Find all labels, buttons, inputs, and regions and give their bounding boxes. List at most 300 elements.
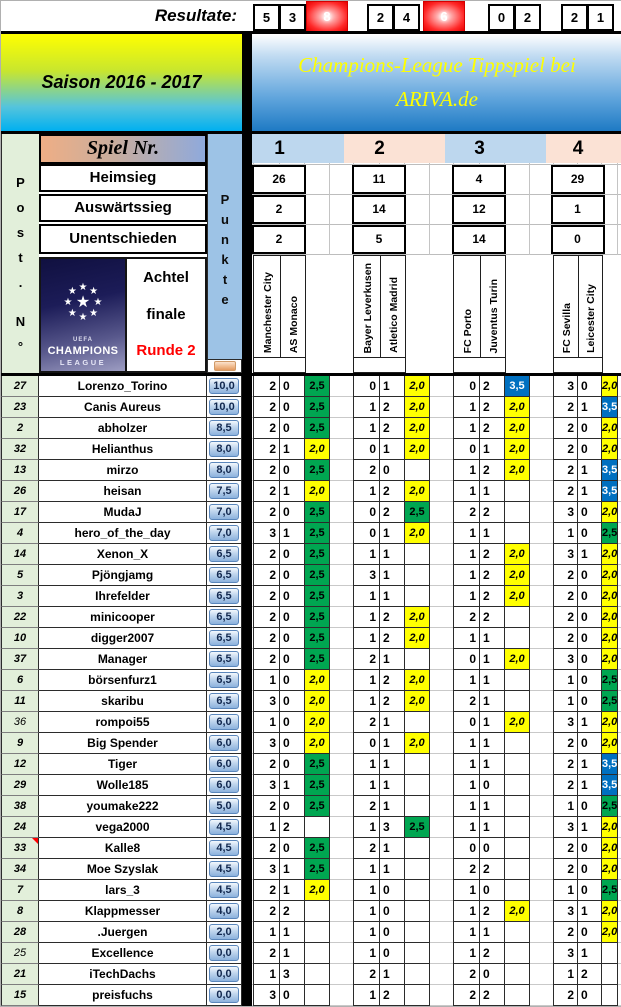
tip-away-m1[interactable]: 0 — [279, 712, 305, 733]
punkte-cell[interactable] — [207, 460, 242, 481]
name-cell[interactable]: digger2007 — [39, 628, 207, 649]
tip-away-m4[interactable]: 0 — [577, 565, 602, 586]
post-cell[interactable]: 25 — [1, 943, 39, 964]
tip-points-m4[interactable]: 2,5 — [601, 691, 618, 712]
name-cell[interactable]: Moe Szyslak — [39, 859, 207, 880]
tip-points-m4[interactable]: 2,0 — [601, 376, 618, 397]
tip-points-m3[interactable]: 2,0 — [504, 439, 530, 460]
tip-away-m2[interactable]: 2 — [379, 985, 405, 1006]
tip-points-m3[interactable] — [504, 796, 530, 817]
post-cell[interactable]: 7 — [1, 880, 39, 901]
tip-away-m4[interactable]: 1 — [577, 397, 602, 418]
tip-home-m4[interactable]: 3 — [553, 649, 578, 670]
tip-away-m4[interactable]: 1 — [577, 460, 602, 481]
tip-points-m1[interactable]: 2,5 — [304, 586, 330, 607]
tip-points-m2[interactable] — [404, 838, 430, 859]
tip-points-m1[interactable] — [304, 817, 330, 838]
name-cell[interactable]: vega2000 — [39, 817, 207, 838]
tip-points-m2[interactable]: 2,5 — [404, 817, 430, 838]
tip-home-m3[interactable]: 0 — [453, 838, 480, 859]
tip-home-m1[interactable]: 3 — [253, 691, 280, 712]
tip-home-m1[interactable]: 2 — [253, 502, 280, 523]
tip-points-m3[interactable] — [504, 775, 530, 796]
tip-away-m4[interactable]: 0 — [577, 796, 602, 817]
tip-home-m2[interactable]: 1 — [353, 586, 380, 607]
tip-points-m1[interactable]: 2,5 — [304, 544, 330, 565]
tip-points-m2[interactable]: 2,0 — [404, 523, 430, 544]
tip-home-m3[interactable]: 2 — [453, 607, 480, 628]
name-cell[interactable]: youmake222 — [39, 796, 207, 817]
tip-points-m3[interactable]: 2,0 — [504, 649, 530, 670]
tip-away-m2[interactable]: 2 — [379, 628, 405, 649]
tip-home-m4[interactable]: 2 — [553, 481, 578, 502]
tip-home-m2[interactable]: 0 — [353, 439, 380, 460]
punkte-cell[interactable] — [207, 607, 242, 628]
tip-points-m2[interactable]: 2,0 — [404, 733, 430, 754]
tip-home-m4[interactable]: 1 — [553, 523, 578, 544]
post-cell[interactable]: 24 — [1, 817, 39, 838]
post-cell[interactable]: 6 — [1, 670, 39, 691]
post-cell[interactable]: 37 — [1, 649, 39, 670]
tip-home-m2[interactable]: 0 — [353, 502, 380, 523]
tip-home-m2[interactable]: 1 — [353, 544, 380, 565]
name-cell[interactable]: Xenon_X — [39, 544, 207, 565]
tip-away-m4[interactable]: 0 — [577, 607, 602, 628]
tip-home-m2[interactable]: 0 — [353, 733, 380, 754]
post-cell[interactable]: 17 — [1, 502, 39, 523]
tip-home-m3[interactable]: 1 — [453, 523, 480, 544]
tip-home-m3[interactable]: 1 — [453, 544, 480, 565]
tip-home-m4[interactable]: 1 — [553, 964, 578, 985]
name-cell[interactable]: hero_of_the_day — [39, 523, 207, 544]
tip-away-m4[interactable]: 0 — [577, 649, 602, 670]
tip-away-m2[interactable]: 2 — [379, 418, 405, 439]
tip-home-m4[interactable]: 3 — [553, 544, 578, 565]
tip-points-m2[interactable]: 2,0 — [404, 691, 430, 712]
tip-home-m2[interactable]: 1 — [353, 985, 380, 1006]
name-cell[interactable]: rompoi55 — [39, 712, 207, 733]
tip-points-m4[interactable]: 3,5 — [601, 775, 618, 796]
post-cell[interactable]: 21 — [1, 964, 39, 985]
tip-away-m1[interactable]: 0 — [279, 460, 305, 481]
tip-home-m2[interactable]: 1 — [353, 943, 380, 964]
tip-points-m1[interactable]: 2,5 — [304, 754, 330, 775]
tip-home-m4[interactable]: 2 — [553, 775, 578, 796]
punkte-cell[interactable] — [207, 439, 242, 460]
tip-points-m4[interactable] — [601, 985, 618, 1006]
post-cell[interactable]: 11 — [1, 691, 39, 712]
tip-away-m4[interactable]: 1 — [577, 544, 602, 565]
tip-away-m1[interactable]: 0 — [279, 691, 305, 712]
tip-away-m4[interactable]: 0 — [577, 691, 602, 712]
tip-points-m4[interactable]: 2,5 — [601, 880, 618, 901]
tip-away-m2[interactable]: 1 — [379, 775, 405, 796]
punkte-cell[interactable] — [207, 922, 242, 943]
tip-away-m4[interactable]: 0 — [577, 586, 602, 607]
tip-away-m2[interactable]: 0 — [379, 901, 405, 922]
name-cell[interactable]: Tiger — [39, 754, 207, 775]
tip-away-m4[interactable]: 0 — [577, 985, 602, 1006]
tip-home-m3[interactable]: 0 — [453, 376, 480, 397]
tip-points-m1[interactable]: 2,5 — [304, 565, 330, 586]
punkte-cell[interactable] — [207, 565, 242, 586]
tip-home-m2[interactable]: 1 — [353, 817, 380, 838]
tip-away-m1[interactable]: 2 — [279, 901, 305, 922]
punkte-cell[interactable] — [207, 397, 242, 418]
tip-away-m4[interactable]: 0 — [577, 670, 602, 691]
name-cell[interactable]: börsenfurz1 — [39, 670, 207, 691]
tip-points-m2[interactable]: 2,0 — [404, 397, 430, 418]
tip-away-m4[interactable]: 0 — [577, 523, 602, 544]
tip-away-m3[interactable]: 1 — [479, 754, 505, 775]
tip-away-m2[interactable]: 2 — [379, 481, 405, 502]
punkte-cell[interactable] — [207, 376, 242, 397]
tip-away-m2[interactable]: 1 — [379, 733, 405, 754]
tip-points-m3[interactable] — [504, 607, 530, 628]
post-cell[interactable]: 8 — [1, 901, 39, 922]
tip-away-m4[interactable]: 2 — [577, 964, 602, 985]
tip-away-m3[interactable]: 2 — [479, 376, 505, 397]
tip-home-m3[interactable]: 1 — [453, 586, 480, 607]
tip-points-m2[interactable] — [404, 712, 430, 733]
tip-home-m3[interactable]: 2 — [453, 985, 480, 1006]
tip-points-m2[interactable] — [404, 922, 430, 943]
name-cell[interactable]: MudaJ — [39, 502, 207, 523]
tip-points-m1[interactable]: 2,0 — [304, 712, 330, 733]
tip-points-m4[interactable]: 2,0 — [601, 817, 618, 838]
tip-points-m3[interactable] — [504, 691, 530, 712]
tip-home-m2[interactable]: 1 — [353, 628, 380, 649]
tip-away-m1[interactable]: 0 — [279, 607, 305, 628]
tip-away-m2[interactable]: 3 — [379, 817, 405, 838]
name-cell[interactable]: minicooper — [39, 607, 207, 628]
tip-away-m4[interactable]: 0 — [577, 922, 602, 943]
post-cell[interactable]: 23 — [1, 397, 39, 418]
tip-points-m1[interactable]: 2,5 — [304, 397, 330, 418]
tip-points-m2[interactable] — [404, 649, 430, 670]
tip-home-m1[interactable]: 2 — [253, 607, 280, 628]
tip-points-m1[interactable]: 2,5 — [304, 376, 330, 397]
tip-points-m1[interactable]: 2,5 — [304, 607, 330, 628]
tip-home-m3[interactable]: 2 — [453, 859, 480, 880]
tip-away-m3[interactable]: 2 — [479, 418, 505, 439]
tip-home-m2[interactable]: 1 — [353, 901, 380, 922]
tip-points-m1[interactable] — [304, 943, 330, 964]
tip-home-m2[interactable]: 2 — [353, 964, 380, 985]
tip-points-m4[interactable]: 2,5 — [601, 796, 618, 817]
tip-away-m3[interactable]: 1 — [479, 439, 505, 460]
tip-away-m3[interactable]: 2 — [479, 943, 505, 964]
tip-points-m3[interactable] — [504, 733, 530, 754]
tip-away-m1[interactable]: 1 — [279, 481, 305, 502]
tip-points-m3[interactable]: 2,0 — [504, 586, 530, 607]
tip-points-m2[interactable]: 2,0 — [404, 607, 430, 628]
tip-away-m1[interactable]: 0 — [279, 838, 305, 859]
punkte-cell[interactable] — [207, 712, 242, 733]
tip-points-m3[interactable] — [504, 754, 530, 775]
tip-home-m4[interactable]: 2 — [553, 838, 578, 859]
tip-home-m4[interactable]: 1 — [553, 670, 578, 691]
tip-home-m2[interactable]: 2 — [353, 712, 380, 733]
tip-points-m1[interactable] — [304, 985, 330, 1006]
name-cell[interactable]: Excellence — [39, 943, 207, 964]
post-cell[interactable]: 29 — [1, 775, 39, 796]
count-unentschieden-m1[interactable]: 2 — [252, 225, 306, 254]
tip-away-m4[interactable]: 0 — [577, 502, 602, 523]
punkte-cell[interactable] — [207, 418, 242, 439]
tip-away-m1[interactable]: 0 — [279, 586, 305, 607]
punkte-cell[interactable] — [207, 628, 242, 649]
tip-points-m3[interactable] — [504, 628, 530, 649]
tip-away-m3[interactable]: 2 — [479, 901, 505, 922]
tip-away-m3[interactable]: 2 — [479, 607, 505, 628]
tip-home-m3[interactable]: 1 — [453, 670, 480, 691]
tip-home-m3[interactable]: 1 — [453, 796, 480, 817]
tip-points-m2[interactable]: 2,0 — [404, 376, 430, 397]
count-heimsieg-m1[interactable]: 26 — [252, 165, 306, 194]
tip-home-m4[interactable]: 1 — [553, 796, 578, 817]
tip-away-m2[interactable]: 1 — [379, 754, 405, 775]
tip-points-m2[interactable] — [404, 859, 430, 880]
post-cell[interactable]: 36 — [1, 712, 39, 733]
tip-home-m1[interactable]: 3 — [253, 775, 280, 796]
punkte-cell[interactable] — [207, 586, 242, 607]
post-cell[interactable]: 26 — [1, 481, 39, 502]
tip-away-m4[interactable]: 1 — [577, 775, 602, 796]
tip-points-m1[interactable]: 2,0 — [304, 691, 330, 712]
tip-away-m1[interactable]: 0 — [279, 985, 305, 1006]
tip-away-m1[interactable]: 1 — [279, 523, 305, 544]
tip-home-m2[interactable]: 2 — [353, 649, 380, 670]
tip-home-m1[interactable]: 1 — [253, 712, 280, 733]
tip-points-m3[interactable] — [504, 880, 530, 901]
tip-away-m4[interactable]: 0 — [577, 628, 602, 649]
tip-away-m4[interactable]: 0 — [577, 418, 602, 439]
tip-points-m2[interactable] — [404, 796, 430, 817]
tip-points-m3[interactable] — [504, 838, 530, 859]
tip-points-m4[interactable]: 2,0 — [601, 649, 618, 670]
name-cell[interactable]: Ihrefelder — [39, 586, 207, 607]
tip-points-m2[interactable] — [404, 964, 430, 985]
name-cell[interactable]: skaribu — [39, 691, 207, 712]
tip-points-m3[interactable] — [504, 817, 530, 838]
tip-away-m4[interactable]: 0 — [577, 838, 602, 859]
tip-points-m4[interactable] — [601, 964, 618, 985]
tip-points-m4[interactable]: 3,5 — [601, 754, 618, 775]
tip-points-m3[interactable] — [504, 670, 530, 691]
tip-points-m1[interactable]: 2,5 — [304, 523, 330, 544]
punkte-cell[interactable] — [207, 544, 242, 565]
tip-home-m3[interactable]: 1 — [453, 733, 480, 754]
post-cell[interactable]: 2 — [1, 418, 39, 439]
tip-away-m3[interactable]: 2 — [479, 544, 505, 565]
tip-away-m4[interactable]: 1 — [577, 712, 602, 733]
punkte-cell[interactable] — [207, 481, 242, 502]
tip-away-m2[interactable]: 2 — [379, 397, 405, 418]
name-cell[interactable]: mirzo — [39, 460, 207, 481]
tip-points-m2[interactable]: 2,5 — [404, 502, 430, 523]
tip-home-m2[interactable]: 0 — [353, 376, 380, 397]
post-cell[interactable]: 14 — [1, 544, 39, 565]
tip-away-m3[interactable]: 0 — [479, 775, 505, 796]
punkte-cell[interactable] — [207, 943, 242, 964]
tip-away-m4[interactable]: 1 — [577, 817, 602, 838]
tip-home-m4[interactable]: 2 — [553, 922, 578, 943]
tip-home-m4[interactable]: 2 — [553, 859, 578, 880]
tip-points-m3[interactable] — [504, 859, 530, 880]
tip-points-m4[interactable]: 2,0 — [601, 586, 618, 607]
count-auswaertssieg-m2[interactable]: 14 — [352, 195, 406, 224]
tip-away-m1[interactable]: 3 — [279, 964, 305, 985]
name-cell[interactable]: heisan — [39, 481, 207, 502]
punkte-cell[interactable] — [207, 859, 242, 880]
punkte-cell[interactable] — [207, 817, 242, 838]
tip-points-m4[interactable]: 2,0 — [601, 502, 618, 523]
tip-away-m3[interactable]: 1 — [479, 712, 505, 733]
tip-home-m2[interactable]: 1 — [353, 754, 380, 775]
tip-away-m4[interactable]: 1 — [577, 901, 602, 922]
tip-points-m1[interactable]: 2,5 — [304, 838, 330, 859]
tip-home-m4[interactable]: 1 — [553, 880, 578, 901]
punkte-cell[interactable] — [207, 691, 242, 712]
tip-away-m3[interactable]: 1 — [479, 481, 505, 502]
tip-away-m2[interactable]: 0 — [379, 460, 405, 481]
tip-away-m2[interactable]: 1 — [379, 859, 405, 880]
tip-home-m3[interactable]: 1 — [453, 901, 480, 922]
tip-away-m3[interactable]: 1 — [479, 922, 505, 943]
tip-points-m3[interactable] — [504, 964, 530, 985]
tip-away-m1[interactable]: 0 — [279, 418, 305, 439]
tip-home-m4[interactable]: 2 — [553, 607, 578, 628]
tip-away-m1[interactable]: 0 — [279, 544, 305, 565]
tip-away-m3[interactable]: 2 — [479, 859, 505, 880]
tip-away-m3[interactable]: 1 — [479, 796, 505, 817]
tip-points-m4[interactable]: 2,0 — [601, 838, 618, 859]
name-cell[interactable]: Lorenzo_Torino — [39, 376, 207, 397]
tip-points-m2[interactable] — [404, 565, 430, 586]
tip-away-m3[interactable]: 0 — [479, 880, 505, 901]
tip-home-m2[interactable]: 3 — [353, 565, 380, 586]
name-cell[interactable]: preisfuchs — [39, 985, 207, 1006]
tip-away-m1[interactable]: 1 — [279, 775, 305, 796]
tip-points-m2[interactable] — [404, 901, 430, 922]
tip-home-m4[interactable]: 1 — [553, 691, 578, 712]
tip-home-m3[interactable]: 2 — [453, 964, 480, 985]
tip-home-m1[interactable]: 2 — [253, 628, 280, 649]
tip-home-m3[interactable]: 1 — [453, 418, 480, 439]
post-cell[interactable]: 28 — [1, 922, 39, 943]
name-cell[interactable]: Wolle185 — [39, 775, 207, 796]
result-away-m3[interactable]: 2 — [514, 4, 541, 31]
tip-away-m2[interactable]: 1 — [379, 523, 405, 544]
tip-away-m2[interactable]: 0 — [379, 922, 405, 943]
tip-away-m3[interactable]: 0 — [479, 838, 505, 859]
tip-home-m1[interactable]: 3 — [253, 859, 280, 880]
tip-points-m2[interactable] — [404, 985, 430, 1006]
count-heimsieg-m3[interactable]: 4 — [452, 165, 506, 194]
tip-home-m3[interactable]: 1 — [453, 565, 480, 586]
tip-home-m4[interactable]: 2 — [553, 586, 578, 607]
punkte-cell[interactable] — [207, 733, 242, 754]
name-cell[interactable]: Manager — [39, 649, 207, 670]
result-away-m1[interactable]: 3 — [279, 4, 306, 31]
tip-away-m1[interactable]: 1 — [279, 943, 305, 964]
name-cell[interactable]: iTechDachs — [39, 964, 207, 985]
tip-away-m3[interactable]: 1 — [479, 691, 505, 712]
tip-points-m4[interactable]: 2,0 — [601, 544, 618, 565]
name-cell[interactable]: Canis Aureus — [39, 397, 207, 418]
punkte-cell[interactable] — [207, 880, 242, 901]
tip-away-m4[interactable]: 1 — [577, 754, 602, 775]
tip-away-m2[interactable]: 2 — [379, 607, 405, 628]
tip-home-m2[interactable]: 1 — [353, 607, 380, 628]
tip-away-m1[interactable]: 0 — [279, 502, 305, 523]
name-cell[interactable]: Kalle8 — [39, 838, 207, 859]
tip-points-m1[interactable]: 2,5 — [304, 796, 330, 817]
punkte-cell[interactable] — [207, 985, 242, 1006]
tip-home-m1[interactable]: 2 — [253, 796, 280, 817]
tip-points-m2[interactable]: 2,0 — [404, 439, 430, 460]
tip-points-m2[interactable]: 2,0 — [404, 628, 430, 649]
tip-points-m3[interactable] — [504, 985, 530, 1006]
tip-away-m1[interactable]: 0 — [279, 397, 305, 418]
count-heimsieg-m2[interactable]: 11 — [352, 165, 406, 194]
tip-home-m3[interactable]: 1 — [453, 628, 480, 649]
tip-home-m4[interactable]: 2 — [553, 418, 578, 439]
count-auswaertssieg-m3[interactable]: 12 — [452, 195, 506, 224]
tip-away-m3[interactable]: 1 — [479, 628, 505, 649]
result-home-m1[interactable]: 5 — [253, 4, 280, 31]
tip-home-m2[interactable]: 0 — [353, 523, 380, 544]
tip-home-m4[interactable]: 2 — [553, 628, 578, 649]
tip-away-m2[interactable]: 1 — [379, 439, 405, 460]
tip-away-m1[interactable]: 1 — [279, 880, 305, 901]
tip-points-m3[interactable] — [504, 523, 530, 544]
tip-home-m1[interactable]: 1 — [253, 817, 280, 838]
count-auswaertssieg-m1[interactable]: 2 — [252, 195, 306, 224]
tip-home-m1[interactable]: 2 — [253, 439, 280, 460]
tip-away-m1[interactable]: 0 — [279, 565, 305, 586]
name-cell[interactable]: Big Spender — [39, 733, 207, 754]
tip-points-m3[interactable]: 2,0 — [504, 460, 530, 481]
tip-away-m2[interactable]: 1 — [379, 964, 405, 985]
tip-home-m2[interactable]: 1 — [353, 922, 380, 943]
tip-away-m4[interactable]: 0 — [577, 439, 602, 460]
tip-away-m3[interactable]: 1 — [479, 649, 505, 670]
tip-away-m2[interactable]: 1 — [379, 712, 405, 733]
post-cell[interactable]: 12 — [1, 754, 39, 775]
tip-points-m1[interactable]: 2,0 — [304, 439, 330, 460]
post-cell[interactable]: 13 — [1, 460, 39, 481]
tip-home-m1[interactable]: 1 — [253, 964, 280, 985]
tip-points-m4[interactable]: 3,5 — [601, 460, 618, 481]
tip-home-m3[interactable]: 0 — [453, 649, 480, 670]
tip-home-m1[interactable]: 3 — [253, 523, 280, 544]
name-cell[interactable]: lars_3 — [39, 880, 207, 901]
result-home-m2[interactable]: 2 — [367, 4, 394, 31]
name-cell[interactable]: abholzer — [39, 418, 207, 439]
tip-home-m1[interactable]: 2 — [253, 649, 280, 670]
tip-points-m1[interactable]: 2,0 — [304, 670, 330, 691]
count-unentschieden-m2[interactable]: 5 — [352, 225, 406, 254]
tip-home-m3[interactable]: 1 — [453, 817, 480, 838]
tip-points-m3[interactable]: 2,0 — [504, 712, 530, 733]
tip-points-m3[interactable] — [504, 943, 530, 964]
tip-away-m4[interactable]: 0 — [577, 880, 602, 901]
tip-points-m4[interactable]: 2,0 — [601, 901, 618, 922]
tip-home-m1[interactable]: 2 — [253, 586, 280, 607]
tip-points-m1[interactable] — [304, 901, 330, 922]
